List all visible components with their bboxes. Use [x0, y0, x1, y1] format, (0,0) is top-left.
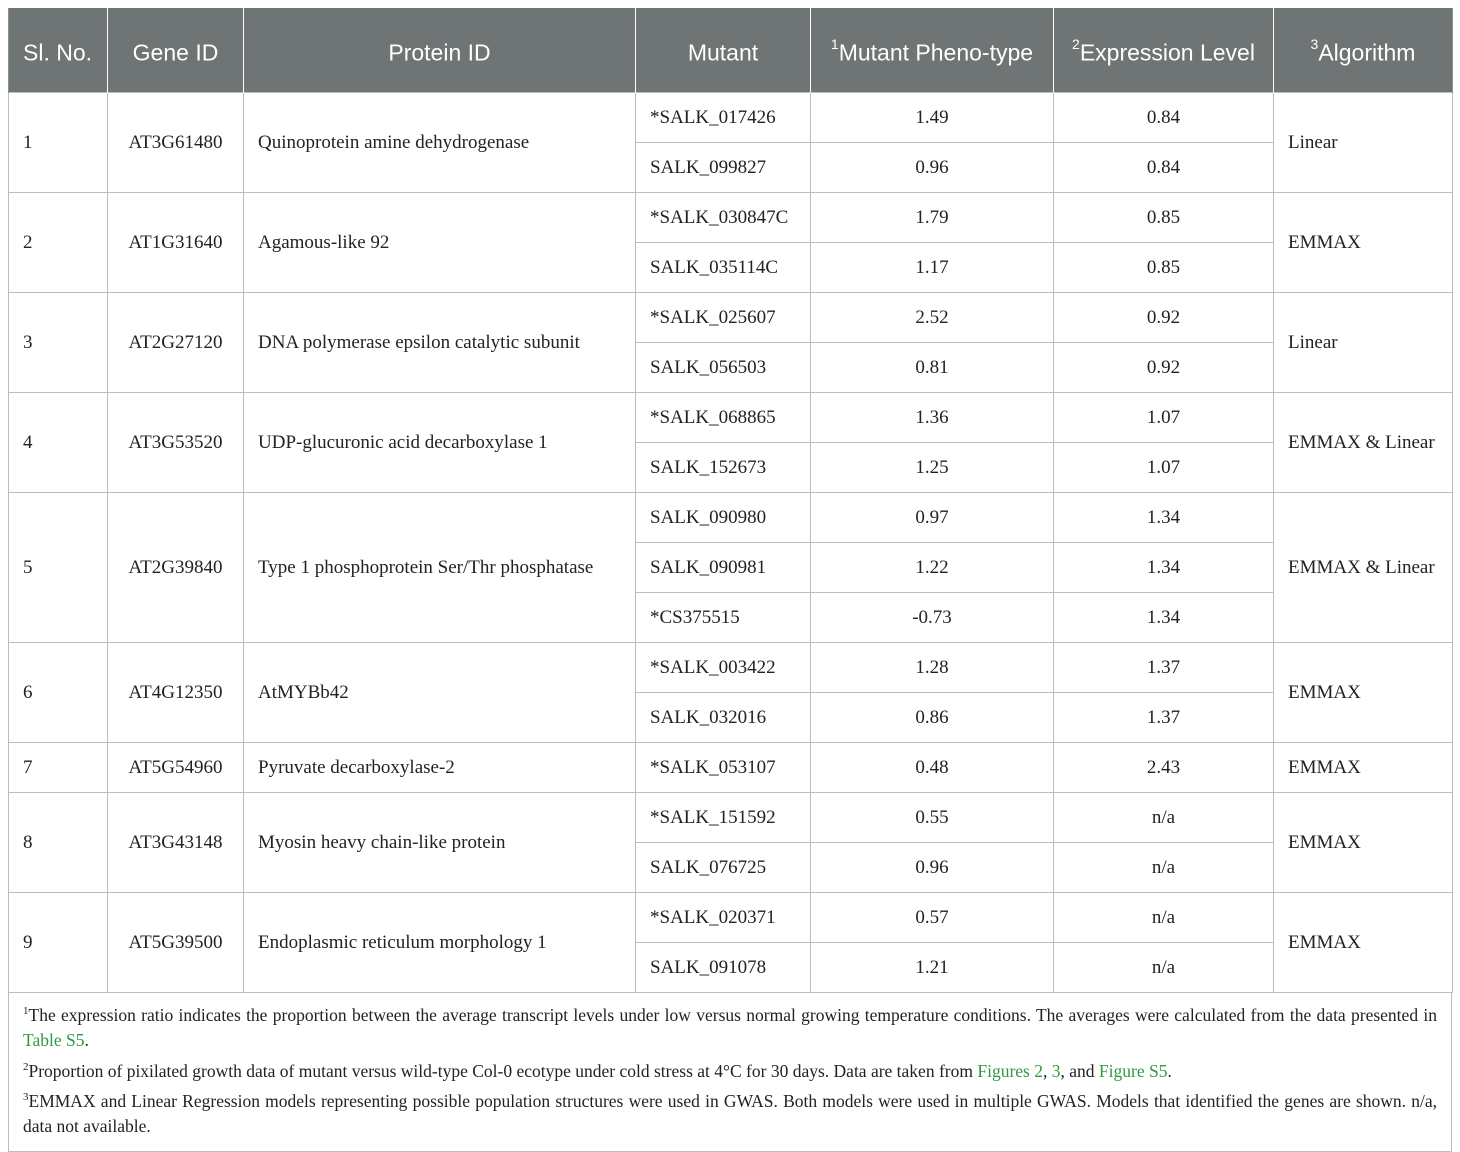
figure-s5-link[interactable]: Figure S5 — [1098, 1060, 1168, 1081]
cell-gene-id: AT3G43148 — [108, 793, 244, 893]
header-algorithm: $^3$Algorithm — [1274, 8, 1453, 93]
header-mutant: Mutant — [636, 8, 811, 93]
header-gene-id: Gene ID — [108, 8, 244, 93]
cell-mutant: SALK_032016 — [636, 693, 811, 743]
cell-expression: 1.34 — [1054, 543, 1274, 593]
table-row — [9, 393, 1453, 443]
header-protein-id: Protein ID — [244, 8, 636, 93]
cell-gene-id: AT3G53520 — [108, 393, 244, 493]
cell-phenotype: 0.57 — [811, 893, 1054, 943]
cell-mutant: *SALK_025607 — [636, 293, 811, 343]
cell-sl-no: 9 — [9, 893, 108, 993]
data-table — [8, 8, 1453, 993]
header-row — [9, 8, 1453, 93]
cell-mutant: *SALK_017426 — [636, 93, 811, 143]
header-sl-no: Sl. No. — [9, 8, 108, 93]
cell-expression: 0.92 — [1054, 293, 1274, 343]
cell-phenotype: 0.48 — [811, 743, 1054, 793]
cell-protein-id: DNA polymerase epsilon catalytic subunit — [244, 293, 636, 393]
cell-expression: 1.34 — [1054, 593, 1274, 643]
cell-phenotype: 2.52 — [811, 293, 1054, 343]
cell-algorithm: EMMAX — [1274, 743, 1453, 793]
header-expression-level: $^2$Expression Level — [1054, 8, 1274, 93]
cell-algorithm: EMMAX — [1274, 793, 1453, 893]
table-container — [8, 8, 1452, 1152]
cell-phenotype: 1.79 — [811, 193, 1054, 243]
cell-algorithm: EMMAX — [1274, 193, 1453, 293]
cell-mutant: *SALK_030847C — [636, 193, 811, 243]
cell-phenotype: 0.81 — [811, 343, 1054, 393]
footnote-1: $^1$The expression ratio indicates the proportion between the average transcript levels under low versus normal growing temperature conditions. The averages were calculated from the data presented in Table S5. — [23, 1004, 1437, 1051]
cell-mutant: *CS375515 — [636, 593, 811, 643]
figure-3-link[interactable]: 3 — [1051, 1060, 1061, 1081]
cell-sl-no: 7 — [9, 743, 108, 793]
cell-mutant: *SALK_151592 — [636, 793, 811, 843]
cell-protein-id: UDP-glucuronic acid decarboxylase 1 — [244, 393, 636, 493]
cell-algorithm: EMMAX — [1274, 893, 1453, 993]
table-row — [9, 193, 1453, 243]
cell-mutant: SALK_090980 — [636, 493, 811, 543]
table-row — [9, 743, 1453, 793]
cell-gene-id: AT1G31640 — [108, 193, 244, 293]
cell-phenotype: 1.17 — [811, 243, 1054, 293]
cell-sl-no: 3 — [9, 293, 108, 393]
cell-expression: 1.07 — [1054, 443, 1274, 493]
cell-gene-id: AT2G39840 — [108, 493, 244, 643]
cell-algorithm: Linear — [1274, 93, 1453, 193]
cell-protein-id: Pyruvate decarboxylase-2 — [244, 743, 636, 793]
cell-algorithm: Linear — [1274, 293, 1453, 393]
cell-expression: 0.85 — [1054, 243, 1274, 293]
cell-expression: 1.37 — [1054, 693, 1274, 743]
cell-expression: 1.07 — [1054, 393, 1274, 443]
cell-sl-no: 1 — [9, 93, 108, 193]
footnote-3: $^3$EMMAX and Linear Regression models representing possible population structures were used in GWAS. Both models were used in multiple GWAS. Models that identified the genes are shown. n/a, data not available. — [23, 1090, 1437, 1137]
table-row — [9, 293, 1453, 343]
table-row — [9, 793, 1453, 843]
cell-phenotype: 1.28 — [811, 643, 1054, 693]
cell-gene-id: AT5G54960 — [108, 743, 244, 793]
cell-algorithm: EMMAX & Linear — [1274, 393, 1453, 493]
cell-algorithm: EMMAX & Linear — [1274, 493, 1453, 643]
table-footnotes — [8, 993, 1452, 1152]
cell-phenotype: 1.25 — [811, 443, 1054, 493]
cell-expression: 0.84 — [1054, 143, 1274, 193]
cell-mutant: SALK_090981 — [636, 543, 811, 593]
cell-mutant: SALK_076725 — [636, 843, 811, 893]
cell-mutant: SALK_152673 — [636, 443, 811, 493]
cell-protein-id: Endoplasmic reticulum morphology 1 — [244, 893, 636, 993]
table-row — [9, 493, 1453, 543]
cell-phenotype: 0.96 — [811, 143, 1054, 193]
table-row — [9, 93, 1453, 143]
cell-sl-no: 6 — [9, 643, 108, 743]
cell-expression: 2.43 — [1054, 743, 1274, 793]
cell-algorithm: EMMAX — [1274, 643, 1453, 743]
cell-expression: 1.37 — [1054, 643, 1274, 693]
cell-phenotype: 0.55 — [811, 793, 1054, 843]
cell-phenotype: 1.21 — [811, 943, 1054, 993]
cell-phenotype: 0.86 — [811, 693, 1054, 743]
footnote-2: $^2$Proportion of pixilated growth data of mutant versus wild-type Col-0 ecotype under cold stress at 4°C for 30 days. Data are taken from Figures 2, 3, and Figure S5. — [23, 1060, 1172, 1081]
cell-mutant: SALK_099827 — [636, 143, 811, 193]
cell-protein-id: Agamous-like 92 — [244, 193, 636, 293]
cell-expression: 0.85 — [1054, 193, 1274, 243]
cell-expression: 1.34 — [1054, 493, 1274, 543]
cell-gene-id: AT2G27120 — [108, 293, 244, 393]
cell-sl-no: 2 — [9, 193, 108, 293]
cell-expression: 0.84 — [1054, 93, 1274, 143]
cell-sl-no: 4 — [9, 393, 108, 493]
cell-expression: n/a — [1054, 943, 1274, 993]
cell-gene-id: AT3G61480 — [108, 93, 244, 193]
cell-protein-id: Quinoprotein amine dehydrogenase — [244, 93, 636, 193]
cell-mutant: *SALK_053107 — [636, 743, 811, 793]
cell-expression: n/a — [1054, 793, 1274, 843]
cell-phenotype: 1.49 — [811, 93, 1054, 143]
cell-expression: n/a — [1054, 843, 1274, 893]
header-mutant-phenotype: $^1$Mutant Pheno-type — [811, 8, 1054, 93]
cell-expression: 0.92 — [1054, 343, 1274, 393]
cell-phenotype: 1.22 — [811, 543, 1054, 593]
cell-mutant: SALK_035114C — [636, 243, 811, 293]
cell-expression: n/a — [1054, 893, 1274, 943]
cell-mutant: *SALK_020371 — [636, 893, 811, 943]
cell-phenotype: 0.96 — [811, 843, 1054, 893]
cell-protein-id: Type 1 phosphoprotein Ser/Thr phosphatase — [244, 493, 636, 643]
cell-gene-id: AT5G39500 — [108, 893, 244, 993]
cell-protein-id: AtMYBb42 — [244, 643, 636, 743]
cell-protein-id: Myosin heavy chain-like protein — [244, 793, 636, 893]
cell-mutant: SALK_091078 — [636, 943, 811, 993]
table-row — [9, 643, 1453, 693]
cell-phenotype: -0.73 — [811, 593, 1054, 643]
table-row — [9, 893, 1453, 943]
cell-mutant: SALK_056503 — [636, 343, 811, 393]
cell-phenotype: 0.97 — [811, 493, 1054, 543]
table-s5-link[interactable]: Table S5 — [23, 1030, 85, 1051]
cell-sl-no: 8 — [9, 793, 108, 893]
cell-sl-no: 5 — [9, 493, 108, 643]
figures-2-link[interactable]: Figures 2 — [977, 1060, 1043, 1081]
cell-gene-id: AT4G12350 — [108, 643, 244, 743]
cell-mutant: *SALK_003422 — [636, 643, 811, 693]
cell-mutant: *SALK_068865 — [636, 393, 811, 443]
cell-phenotype: 1.36 — [811, 393, 1054, 443]
